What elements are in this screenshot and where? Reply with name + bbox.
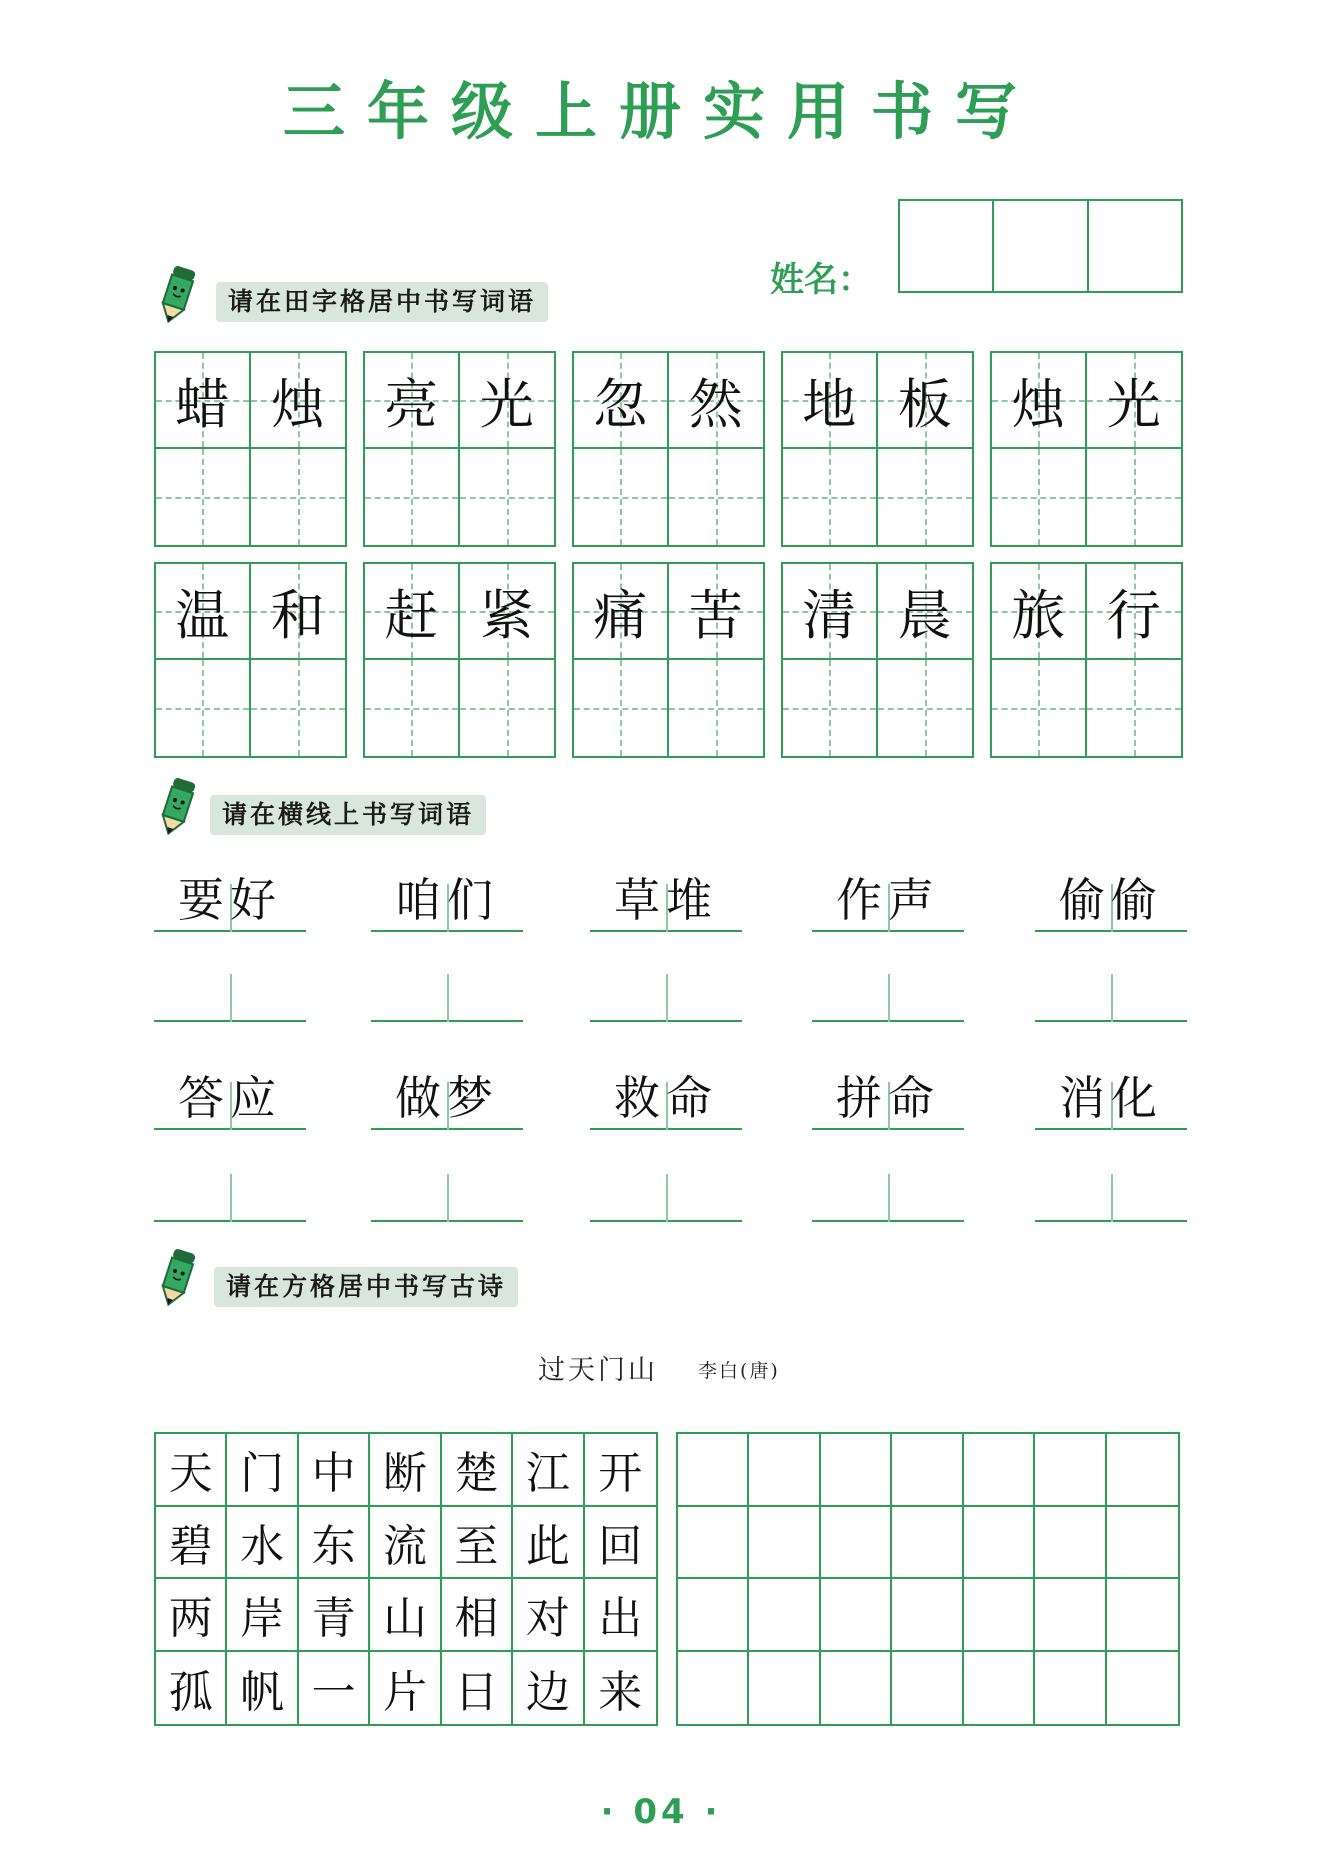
line-word-practice[interactable]: [154, 962, 306, 1022]
line-word-practice[interactable]: [371, 1162, 523, 1222]
tianzige-char-cell: [251, 564, 346, 660]
poem-char-cell: 青: [299, 1579, 370, 1652]
tianzige-word-block: [990, 351, 1183, 547]
tianzige-char-cell: [878, 353, 973, 449]
tianzige-char: 烛: [1011, 372, 1066, 436]
tianzige-char-cell: [156, 564, 251, 660]
tianzige-practice-cell[interactable]: [669, 449, 764, 545]
tianzige-word-block: [363, 562, 556, 758]
tianzige-char-cell: [878, 564, 973, 660]
section-label-poem: 请在方格居中书写古诗: [214, 1267, 518, 1307]
line-word-example: [371, 1070, 523, 1130]
line-word-text: 作声: [836, 873, 940, 927]
tianzige-practice-cell[interactable]: [783, 660, 878, 756]
poem-practice-cell[interactable]: [964, 1579, 1035, 1652]
tianzige-char: 清: [802, 583, 857, 647]
poem-practice-cell[interactable]: [821, 1507, 892, 1580]
poem-char-cell: 断: [370, 1434, 441, 1507]
poem-practice-cell[interactable]: [892, 1434, 963, 1507]
poem-practice-cell[interactable]: [892, 1507, 963, 1580]
tianzige-char: 苦: [688, 583, 743, 647]
poem-practice-cell[interactable]: [964, 1652, 1035, 1725]
tianzige-char-cell: [783, 353, 878, 449]
line-word-text: 咱们: [395, 873, 499, 927]
line-word-example: [154, 872, 306, 932]
poem-practice-cell[interactable]: [892, 1652, 963, 1725]
tianzige-char-cell: [460, 564, 555, 660]
tianzige-word-block: [363, 351, 556, 547]
poem-char-cell: 两: [156, 1579, 227, 1652]
tianzige-word-block: [781, 351, 974, 547]
poem-char-cell: 相: [442, 1579, 513, 1652]
poem-practice-cell[interactable]: [749, 1434, 820, 1507]
poem-practice-cell[interactable]: [821, 1434, 892, 1507]
poem-practice-grid[interactable]: [676, 1432, 1180, 1726]
poem-practice-cell[interactable]: [1107, 1434, 1178, 1507]
poem-char-cell: 至: [442, 1507, 513, 1580]
line-word-practice[interactable]: [812, 962, 964, 1022]
name-input-boxes[interactable]: [898, 199, 1183, 293]
tianzige-practice-cell[interactable]: [251, 449, 346, 545]
tianzige-practice-cell[interactable]: [878, 449, 973, 545]
tianzige-char-cell: [574, 564, 669, 660]
poem-char-cell: 流: [370, 1507, 441, 1580]
section-label-tianzige: 请在田字格居中书写词语: [216, 282, 548, 322]
poem-practice-cell[interactable]: [678, 1579, 749, 1652]
poem-char-cell: 回: [585, 1507, 656, 1580]
tianzige-practice-cell[interactable]: [365, 660, 460, 756]
poem-char-cell: 开: [585, 1434, 656, 1507]
line-word-text: 消化: [1059, 1071, 1163, 1125]
tianzige-practice-cell[interactable]: [992, 660, 1087, 756]
poem-char-cell: 岸: [227, 1579, 298, 1652]
name-box-cell[interactable]: [994, 201, 1088, 291]
tianzige-practice-cell[interactable]: [669, 660, 764, 756]
tianzige-char: 亮: [384, 372, 439, 436]
poem-char-cell: 一: [299, 1652, 370, 1725]
poem-practice-cell[interactable]: [1035, 1507, 1106, 1580]
line-word-example: [1035, 1070, 1187, 1130]
tianzige-char-cell: [156, 353, 251, 449]
tianzige-practice-cell[interactable]: [992, 449, 1087, 545]
tianzige-practice-cell[interactable]: [460, 660, 555, 756]
poem-practice-cell[interactable]: [964, 1507, 1035, 1580]
name-box-cell[interactable]: [1089, 201, 1181, 291]
poem-char-cell: 江: [513, 1434, 584, 1507]
poem-practice-cell[interactable]: [1107, 1579, 1178, 1652]
pencil-icon: [154, 1248, 200, 1308]
poem-char-cell: 帆: [227, 1652, 298, 1725]
poem-practice-cell[interactable]: [821, 1579, 892, 1652]
line-word-text: 草堆: [614, 873, 718, 927]
poem-practice-cell[interactable]: [678, 1652, 749, 1725]
tianzige-char-cell: [251, 353, 346, 449]
line-word-practice[interactable]: [371, 962, 523, 1022]
tianzige-char: 忽: [593, 372, 648, 436]
tianzige-practice-cell[interactable]: [574, 660, 669, 756]
poem-char-cell: 来: [598, 1666, 643, 1718]
line-word-example: [590, 1070, 742, 1130]
tianzige-char: 晨: [897, 583, 952, 647]
line-word-practice[interactable]: [812, 1162, 964, 1222]
poem-practice-cell[interactable]: [749, 1579, 820, 1652]
line-word-text: 要好: [178, 873, 282, 927]
tianzige-word-block: [154, 351, 347, 547]
tianzige-char: 蜡: [175, 372, 230, 436]
tianzige-char: 紧: [479, 583, 534, 647]
poem-char-cell: 此: [513, 1507, 584, 1580]
poem-title: 过天门山: [538, 1355, 658, 1386]
poem-example-grid: [154, 1432, 658, 1726]
poem-char-cell: 碧: [156, 1507, 227, 1580]
tianzige-char: 光: [1106, 372, 1161, 436]
tianzige-practice-cell[interactable]: [878, 660, 973, 756]
tianzige-word-block: [572, 351, 765, 547]
poem-practice-cell[interactable]: [678, 1507, 749, 1580]
poem-char-cell: 片: [370, 1652, 441, 1725]
poem-practice-cell[interactable]: [892, 1579, 963, 1652]
tianzige-char-cell: [992, 564, 1087, 660]
poem-char-cell: 楚: [442, 1434, 513, 1507]
tianzige-practice-cell[interactable]: [251, 660, 346, 756]
tianzige-word-block: [154, 562, 347, 758]
tianzige-char: 赶: [384, 583, 439, 647]
poem-author: 李白(唐): [698, 1360, 780, 1382]
line-word-practice[interactable]: [590, 1162, 742, 1222]
tianzige-practice-cell[interactable]: [1087, 660, 1182, 756]
tianzige-char: 温: [175, 583, 230, 647]
poem-practice-cell[interactable]: [1107, 1652, 1178, 1725]
tianzige-char: 痛: [593, 583, 648, 647]
tianzige-char-cell: [669, 353, 764, 449]
poem-practice-cell[interactable]: [1035, 1434, 1106, 1507]
tianzige-char-cell: [669, 564, 764, 660]
tianzige-char: 地: [802, 372, 857, 436]
poem-char-cell: 山: [370, 1579, 441, 1652]
tianzige-practice-cell[interactable]: [574, 449, 669, 545]
tianzige-char: 光: [479, 372, 534, 436]
poem-char-cell: 水: [227, 1507, 298, 1580]
pencil-icon: [154, 265, 200, 325]
tianzige-char-cell: [992, 353, 1087, 449]
tianzige-word-block: [781, 562, 974, 758]
tianzige-char: 行: [1106, 583, 1161, 647]
name-box-cell[interactable]: [900, 201, 994, 291]
name-label: 姓名：: [770, 260, 872, 300]
tianzige-char: 旅: [1011, 583, 1066, 647]
poem-practice-cell[interactable]: [821, 1652, 892, 1725]
poem-practice-cell[interactable]: [1035, 1652, 1106, 1725]
line-word-example: [812, 1070, 964, 1130]
line-word-text: 偷偷: [1059, 873, 1163, 927]
tianzige-char: 烛: [270, 372, 325, 436]
page-title: 三年级上册实用书写: [282, 75, 1039, 148]
tianzige-char: 板: [897, 372, 952, 436]
tianzige-practice-cell[interactable]: [156, 660, 251, 756]
tianzige-practice-cell[interactable]: [783, 449, 878, 545]
poem-char-cell: 出: [585, 1579, 656, 1652]
line-word-practice[interactable]: [590, 962, 742, 1022]
line-word-practice[interactable]: [154, 1162, 306, 1222]
line-word-practice[interactable]: [1035, 962, 1187, 1022]
tianzige-word-block: [990, 562, 1183, 758]
tianzige-char-cell: [783, 564, 878, 660]
page-number: · 04 ·: [600, 1792, 722, 1832]
tianzige-char-cell: [574, 353, 669, 449]
tianzige-practice-cell[interactable]: [156, 449, 251, 545]
tianzige-practice-cell[interactable]: [460, 449, 555, 545]
tianzige-char-cell: [460, 353, 555, 449]
poem-char-cell: 门: [227, 1434, 298, 1507]
tianzige-practice-cell[interactable]: [365, 449, 460, 545]
poem-char-cell: 中: [299, 1434, 370, 1507]
line-word-example: [154, 1070, 306, 1130]
poem-char-cell: 对: [513, 1579, 584, 1652]
line-word-example: [590, 872, 742, 932]
tianzige-char-cell: [365, 353, 460, 449]
tianzige-practice-cell[interactable]: [1087, 449, 1182, 545]
poem-practice-cell[interactable]: [964, 1434, 1035, 1507]
poem-char-cell: 孤: [156, 1652, 227, 1725]
tianzige-word-block: [572, 562, 765, 758]
poem-char-cell: 边: [513, 1652, 584, 1725]
poem-practice-cell[interactable]: [1107, 1507, 1178, 1580]
tianzige-char: 然: [688, 372, 743, 436]
tianzige-char-cell: [1087, 564, 1182, 660]
poem-char-cell: 东: [299, 1507, 370, 1580]
poem-char-cell: 天: [156, 1434, 227, 1507]
line-word-text: 救命: [614, 1071, 718, 1125]
line-word-example: [371, 872, 523, 932]
pencil-icon: [154, 777, 200, 837]
line-word-text: 答应: [178, 1071, 282, 1125]
tianzige-char-cell: [1087, 353, 1182, 449]
tianzige-char: 和: [270, 583, 325, 647]
poem-practice-cell[interactable]: [678, 1434, 749, 1507]
poem-char-cell: 日: [442, 1652, 513, 1725]
poem-practice-cell[interactable]: [749, 1652, 820, 1725]
line-word-example: [812, 872, 964, 932]
section-label-lines: 请在横线上书写词语: [210, 795, 486, 835]
line-word-practice[interactable]: [1035, 1162, 1187, 1222]
line-word-example: [1035, 872, 1187, 932]
poem-practice-cell[interactable]: [749, 1507, 820, 1580]
line-word-text: 拼命: [836, 1071, 940, 1125]
poem-practice-cell[interactable]: [1035, 1579, 1106, 1652]
tianzige-char-cell: [365, 564, 460, 660]
line-word-text: 做梦: [395, 1071, 499, 1125]
